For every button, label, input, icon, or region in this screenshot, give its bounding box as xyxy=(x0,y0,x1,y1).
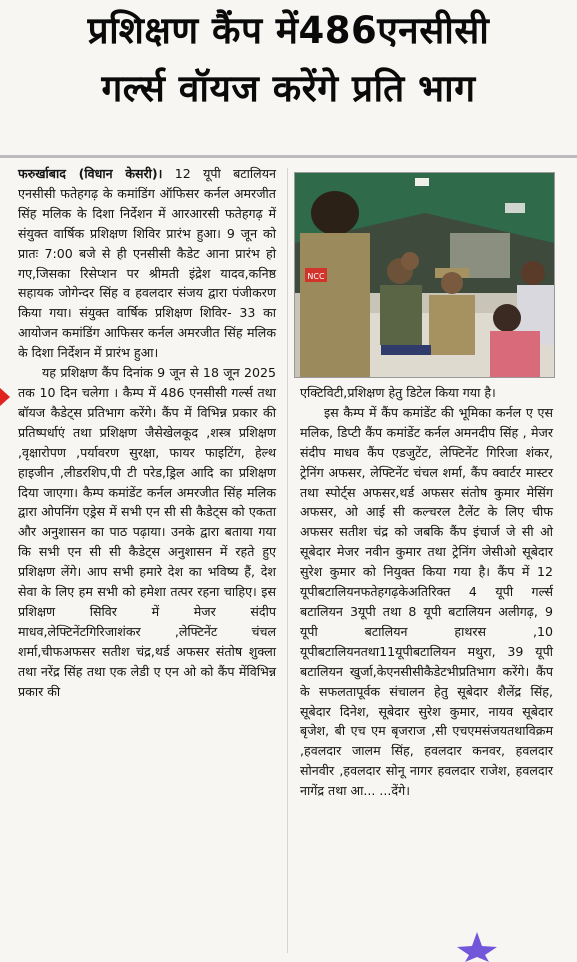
article-right-column xyxy=(300,383,553,955)
paragraph-text: 12 यूपी बटालियन एनसीसी फतेहगढ़ के कमांडिंग ऑफिसर कर्नल अमरजीत सिंह मलिक के दिशा निर्देशन में आरआरसी फतेहगढ़ में संयुक्त वार्षिक प्रशिक्षण शिविर प्रारंभ हुआ। 9 जून को प्रातः 7:00 बजे से ही एनसीसी कैडेट आना प्रारंभ हो गए,जिसका रिसेप्शन पर श्रीमती इंद्रेश यादव,कनिष्ठ सहायक जोगेन्दर सिंह व हवलदार संजय द्वारा पंजीकरण किया गया। संयुक्त वार्षिक प्रशिक्षण शिविर- 33 का आयोजन कमांडिंग आफिसर कर्नल अमरजीत सिंह मलिक के दिशा निर्देशन में प्रारंभ हुआ। xyxy=(18,166,276,361)
ncc-badge-text: NCC xyxy=(307,272,325,281)
article-paragraph-3: एक्टिविटी,प्रशिक्षण हेतु डिटेल किया गया है। xyxy=(300,385,496,400)
headline-divider xyxy=(0,155,577,158)
headline xyxy=(10,2,567,118)
dateline: फरुर्खाबाद (विधान केसरी)। xyxy=(18,166,163,181)
article-paragraph-2: यह प्रशिक्षण कैंप दिनांक 9 जून से 18 जून 2025 तक 10 दिन चलेगा । कैम्प में 486 एनसीसी गर्ल्स तथा बॉयज कैडेट्स प्रतिभाग करेंगे। कैंप में विभिन्न प्रकार की प्रतिष्पर्धाएं तथा प्रशिक्षण जैसेखेलकूद ,शस्त्र प्रशिक्षण ,वृक्षारोपण ,पर्यावरण सुरक्षा, फायर फाइटिंग, हेल्थ हाइजीन ,लीडरशिप,पी टी परेड,ड्रिल आदि का प्रशिक्षण दिया जाएगा। कैम्प कमांडेंट कर्नल अमरजीत सिंह मलिक द्वारा ओपनिंग एड्रेस में सभी एन सी सी कैडेट्स को एकता और अनुशासन का पाठ पढ़ाया। उनके द्वारा बताया गया कि सभी एन सी सी कैडेट्स अनुशासन में रहते हुए प्रशिक्षण लेंगे। आप सभी हमारे देश का भविष्य हैं, देश सेवा के लिए हम सभी को हमेशा तत्पर रहना चाहिए। इस प्रशिक्षण सिविर में मेजर संदीप माधव,लेफ्टिनेंटगिरिजाशंकर ,लेफ्टिनेंट चंचल शर्मा,चीफअफसर सतीश चंद्र,थर्ड अफसर संतोष शुक्ला तथा नरेंद्र सिंह तथा एक लेडी ए एन ओ को कैंप मेंविभिन्न प्रकार की xyxy=(18,365,276,699)
headline-line-1: प्रशिक्षण कैंप में486एनसीसी xyxy=(87,9,490,52)
star-watermark-icon xyxy=(447,930,507,962)
column-divider xyxy=(287,168,288,953)
red-arrow-icon xyxy=(0,388,10,406)
news-photo xyxy=(294,172,555,378)
photo-illustration xyxy=(295,173,554,377)
article-paragraph-1 xyxy=(18,164,276,363)
article-left-column xyxy=(18,164,276,954)
headline-line-2: गर्ल्स वॉयज करेंगे प्रति भाग xyxy=(101,67,476,110)
article-paragraph-4: इस कैम्प में कैंप कमांडेंट की भूमिका कर्नल ए एस मलिक, डिप्टी कैंप कमांडेंट कर्नल अमनदीप सिंह , मेजर संदीप माधव कैंप एडजुटेंट, लेफ्टिनेंट गिरिजा शंकर, ट्रेनिंग अफसर, लेफ्टिनेंट चंचल शर्मा, कैंप क्वार्टर मास्टर तथा स्पोर्ट्स अफसर,थर्ड अफसर संतोष कुमार मेसिंग अफसर, ओ आई सी कल्चरल टैलेंट के लिए चीफ अफसर सतीश चंद्र को जबकि कैंप इंचार्ज जे सी ओ सूबेदार मेजर नवीन कुमार तथा ट्रेनिंग जेसीओ सूबेदार सुरेश कुमार को नियुक्त किया गया है। कैंप में 12 यूपीबटालियनफतेहगढ़केअतिरिक्त 4 यूपी गर्ल्स बटालियन 3यूपी तथा 8 यूपी बटालियन अलीगढ़, 9 यूपी बटालियन हाथरस ,10 यूपीबटालियनतथा11यूपीबटालियन मथुरा, 39 यूपी बटालियन खुर्जा,केएनसीसीकैडेटभीप्रतिभाग करेंगे। कैंप के सफलतापूर्वक संचालन हेतु सूबेदार शैलेंद्र सिंह, सूबेदार दिनेश, सूबेदार सुरेश कुमार, नायव सूबेदार बृजेश, बी एच एम बृजराज ,सी एचएमसंजयतथाविक्रम ,हवलदार जालम सिंह, हवलदार कनवर, हवलदार सोनवीर ,हवलदार सोनू नागर हवलदार राजेश, हवलदार नागेंद्र तथा आ... ...देंगे। xyxy=(300,404,553,799)
